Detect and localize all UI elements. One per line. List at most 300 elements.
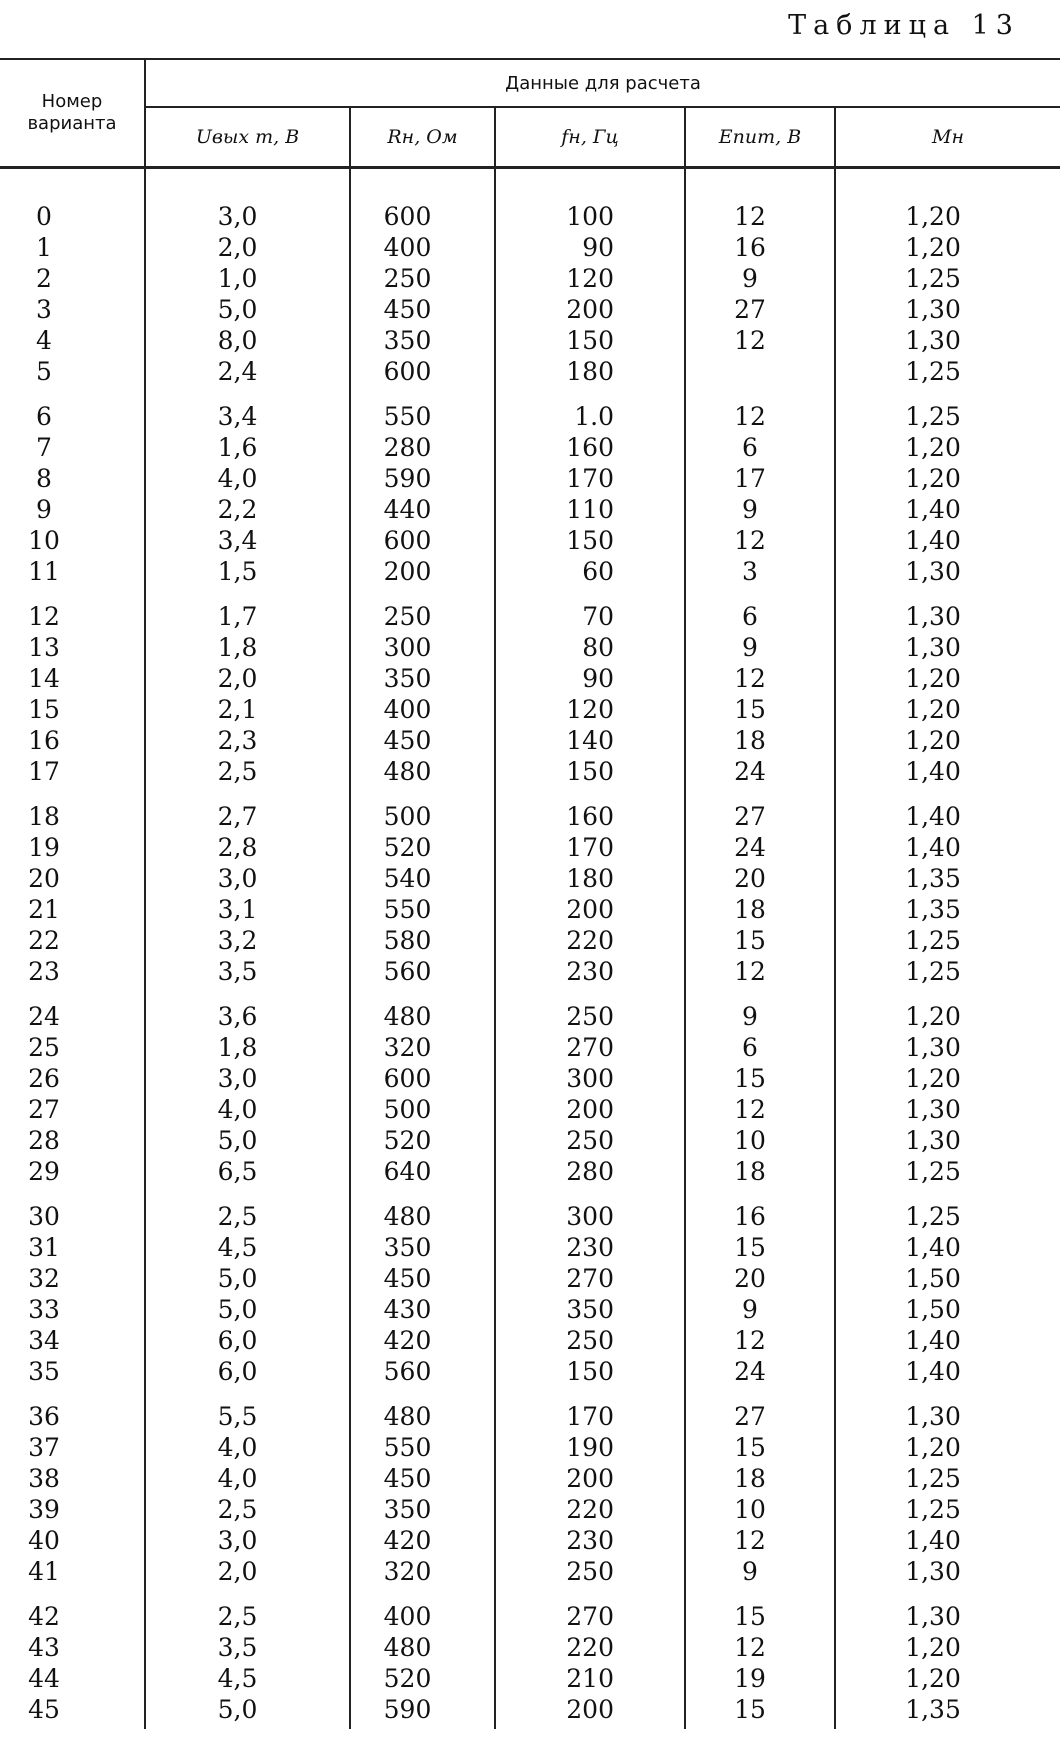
table-row bbox=[0, 1663, 1060, 1694]
cell-m-load: 1,40 bbox=[835, 832, 1060, 863]
cell-u-out: 2,3 bbox=[145, 725, 350, 756]
cell-variant: 35 bbox=[28, 1357, 60, 1386]
table-header bbox=[0, 59, 1060, 168]
cell-e-supply: 9 bbox=[685, 1294, 835, 1325]
cell-e-supply: 12 bbox=[685, 1525, 835, 1556]
column-header-m-load: Mн bbox=[835, 107, 1060, 168]
cell-u-out: 3,4 bbox=[145, 525, 350, 556]
cell-r-load: 540 bbox=[350, 863, 495, 894]
cell-u-out: 2,0 bbox=[145, 1556, 350, 1587]
column-header-r-load: Rн, Ом bbox=[350, 107, 495, 168]
cell-f-load: 1.0 bbox=[495, 387, 685, 432]
cell-u-out: 3,5 bbox=[145, 1632, 350, 1663]
cell-e-supply: 10 bbox=[685, 1125, 835, 1156]
cell-e-supply: 20 bbox=[685, 1263, 835, 1294]
cell-r-load: 430 bbox=[350, 1294, 495, 1325]
table-row bbox=[0, 556, 1060, 587]
cell-variant: 13 bbox=[28, 633, 60, 662]
cell-r-load: 350 bbox=[350, 1232, 495, 1263]
cell-u-out: 8,0 bbox=[145, 325, 350, 356]
cell-r-load: 300 bbox=[350, 632, 495, 663]
cell-u-out: 5,0 bbox=[145, 294, 350, 325]
table-body bbox=[0, 168, 1060, 1730]
cell-e-supply: 24 bbox=[685, 1356, 835, 1387]
table-row bbox=[0, 1187, 1060, 1232]
table-row bbox=[0, 325, 1060, 356]
cell-r-load: 520 bbox=[350, 1663, 495, 1694]
cell-u-out: 3,0 bbox=[145, 863, 350, 894]
cell-m-load: 1,25 bbox=[835, 1463, 1060, 1494]
cell-f-load: 230 bbox=[495, 1232, 685, 1263]
cell-f-load: 80 bbox=[495, 632, 685, 663]
cell-m-load: 1,20 bbox=[835, 987, 1060, 1032]
table-row bbox=[0, 1463, 1060, 1494]
cell-e-supply: 18 bbox=[685, 725, 835, 756]
table-row bbox=[0, 663, 1060, 694]
cell-r-load: 320 bbox=[350, 1556, 495, 1587]
table-row bbox=[0, 1094, 1060, 1125]
cell-r-load: 480 bbox=[350, 1187, 495, 1232]
cell-m-load: 1,40 bbox=[835, 494, 1060, 525]
cell-f-load: 300 bbox=[495, 1187, 685, 1232]
cell-f-load: 150 bbox=[495, 1356, 685, 1387]
cell-e-supply: 9 bbox=[685, 1556, 835, 1587]
cell-m-load: 1,30 bbox=[835, 1556, 1060, 1587]
cell-u-out: 6,5 bbox=[145, 1156, 350, 1187]
table-row bbox=[0, 832, 1060, 863]
cell-e-supply: 17 bbox=[685, 463, 835, 494]
table-row bbox=[0, 263, 1060, 294]
cell-variant: 41 bbox=[28, 1557, 60, 1586]
cell-r-load: 280 bbox=[350, 432, 495, 463]
cell-u-out: 1,7 bbox=[145, 587, 350, 632]
cell-e-supply: 27 bbox=[685, 294, 835, 325]
cell-m-load: 1,30 bbox=[835, 1094, 1060, 1125]
table-row bbox=[0, 1125, 1060, 1156]
cell-u-out: 4,0 bbox=[145, 1094, 350, 1125]
group-header: Данные для расчета bbox=[145, 59, 1060, 107]
cell-variant: 21 bbox=[28, 895, 60, 924]
cell-r-load: 450 bbox=[350, 1463, 495, 1494]
cell-f-load: 350 bbox=[495, 1294, 685, 1325]
cell-e-supply: 6 bbox=[685, 587, 835, 632]
cell-f-load: 180 bbox=[495, 356, 685, 387]
cell-variant: 34 bbox=[28, 1326, 60, 1355]
cell-u-out: 4,5 bbox=[145, 1232, 350, 1263]
cell-variant: 30 bbox=[28, 1202, 60, 1231]
cell-r-load: 320 bbox=[350, 1032, 495, 1063]
cell-variant: 42 bbox=[28, 1602, 60, 1631]
cell-f-load: 120 bbox=[495, 263, 685, 294]
cell-f-load: 150 bbox=[495, 756, 685, 787]
cell-m-load: 1,30 bbox=[835, 325, 1060, 356]
cell-m-load: 1,20 bbox=[835, 168, 1060, 233]
table-row bbox=[0, 387, 1060, 432]
cell-u-out: 2,5 bbox=[145, 1187, 350, 1232]
cell-u-out: 2,0 bbox=[145, 663, 350, 694]
cell-variant: 1 bbox=[36, 233, 52, 262]
cell-u-out: 2,5 bbox=[145, 756, 350, 787]
table-row bbox=[0, 1156, 1060, 1187]
cell-r-load: 550 bbox=[350, 387, 495, 432]
cell-e-supply: 12 bbox=[685, 663, 835, 694]
cell-r-load: 350 bbox=[350, 325, 495, 356]
cell-e-supply: 18 bbox=[685, 894, 835, 925]
cell-variant: 6 bbox=[36, 402, 52, 431]
cell-variant: 24 bbox=[28, 1002, 60, 1031]
cell-r-load: 350 bbox=[350, 1494, 495, 1525]
cell-m-load: 1,30 bbox=[835, 1032, 1060, 1063]
cell-variant: 11 bbox=[28, 557, 60, 586]
table-row bbox=[0, 587, 1060, 632]
cell-f-load: 270 bbox=[495, 1263, 685, 1294]
cell-e-supply: 27 bbox=[685, 1387, 835, 1432]
table-row bbox=[0, 1325, 1060, 1356]
cell-variant: 37 bbox=[28, 1433, 60, 1462]
cell-e-supply: 16 bbox=[685, 1187, 835, 1232]
cell-m-load: 1,20 bbox=[835, 1663, 1060, 1694]
cell-e-supply: 18 bbox=[685, 1463, 835, 1494]
cell-m-load: 1,50 bbox=[835, 1294, 1060, 1325]
table-row bbox=[0, 1294, 1060, 1325]
cell-m-load: 1,25 bbox=[835, 925, 1060, 956]
cell-r-load: 550 bbox=[350, 894, 495, 925]
table-row bbox=[0, 432, 1060, 463]
cell-variant: 2 bbox=[36, 264, 52, 293]
cell-e-supply: 15 bbox=[685, 1432, 835, 1463]
cell-u-out: 2,1 bbox=[145, 694, 350, 725]
cell-u-out: 3,0 bbox=[145, 168, 350, 233]
cell-u-out: 3,5 bbox=[145, 956, 350, 987]
cell-variant: 23 bbox=[28, 957, 60, 986]
cell-f-load: 270 bbox=[495, 1032, 685, 1063]
cell-f-load: 280 bbox=[495, 1156, 685, 1187]
cell-u-out: 1,8 bbox=[145, 632, 350, 663]
table-title: Таблица 13 bbox=[788, 10, 1020, 41]
cell-r-load: 590 bbox=[350, 1694, 495, 1729]
cell-e-supply: 12 bbox=[685, 956, 835, 987]
column-header-f-load: fн, Гц bbox=[495, 107, 685, 168]
cell-u-out: 6,0 bbox=[145, 1356, 350, 1387]
cell-r-load: 450 bbox=[350, 294, 495, 325]
variant-header: Номер варианта bbox=[0, 59, 145, 168]
cell-variant: 28 bbox=[28, 1126, 60, 1155]
cell-e-supply: 24 bbox=[685, 832, 835, 863]
cell-r-load: 480 bbox=[350, 756, 495, 787]
cell-f-load: 150 bbox=[495, 525, 685, 556]
cell-variant: 0 bbox=[36, 202, 52, 231]
cell-f-load: 170 bbox=[495, 832, 685, 863]
cell-m-load: 1,20 bbox=[835, 663, 1060, 694]
table-row bbox=[0, 956, 1060, 987]
table-row bbox=[0, 294, 1060, 325]
cell-e-supply: 15 bbox=[685, 1232, 835, 1263]
cell-r-load: 250 bbox=[350, 263, 495, 294]
cell-f-load: 250 bbox=[495, 1556, 685, 1587]
table-row bbox=[0, 463, 1060, 494]
cell-r-load: 200 bbox=[350, 556, 495, 587]
table-row bbox=[0, 787, 1060, 832]
cell-m-load: 1,20 bbox=[835, 694, 1060, 725]
cell-u-out: 3,4 bbox=[145, 387, 350, 432]
cell-f-load: 270 bbox=[495, 1587, 685, 1632]
cell-u-out: 3,0 bbox=[145, 1063, 350, 1094]
cell-e-supply: 18 bbox=[685, 1156, 835, 1187]
cell-m-load: 1,40 bbox=[835, 787, 1060, 832]
cell-m-load: 1,20 bbox=[835, 432, 1060, 463]
cell-f-load: 160 bbox=[495, 432, 685, 463]
cell-f-load: 200 bbox=[495, 1463, 685, 1494]
data-table bbox=[0, 58, 1060, 1729]
column-header-u-out: Uвых m, В bbox=[145, 107, 350, 168]
cell-variant: 22 bbox=[28, 926, 60, 955]
cell-e-supply: 27 bbox=[685, 787, 835, 832]
cell-r-load: 520 bbox=[350, 832, 495, 863]
cell-f-load: 110 bbox=[495, 494, 685, 525]
cell-f-load: 230 bbox=[495, 1525, 685, 1556]
cell-e-supply: 9 bbox=[685, 632, 835, 663]
cell-e-supply: 15 bbox=[685, 1694, 835, 1729]
cell-r-load: 400 bbox=[350, 694, 495, 725]
cell-variant: 10 bbox=[28, 526, 60, 555]
cell-f-load: 170 bbox=[495, 463, 685, 494]
cell-m-load: 1,20 bbox=[835, 463, 1060, 494]
cell-u-out: 4,0 bbox=[145, 1432, 350, 1463]
cell-u-out: 2,7 bbox=[145, 787, 350, 832]
cell-variant: 31 bbox=[28, 1233, 60, 1262]
cell-r-load: 600 bbox=[350, 525, 495, 556]
cell-r-load: 400 bbox=[350, 232, 495, 263]
cell-m-load: 1,40 bbox=[835, 1325, 1060, 1356]
cell-r-load: 480 bbox=[350, 1632, 495, 1663]
cell-f-load: 220 bbox=[495, 925, 685, 956]
cell-m-load: 1,25 bbox=[835, 263, 1060, 294]
cell-e-supply: 9 bbox=[685, 263, 835, 294]
cell-f-load: 300 bbox=[495, 1063, 685, 1094]
cell-m-load: 1,35 bbox=[835, 863, 1060, 894]
cell-e-supply: 12 bbox=[685, 1094, 835, 1125]
cell-u-out: 3,1 bbox=[145, 894, 350, 925]
cell-m-load: 1,30 bbox=[835, 587, 1060, 632]
cell-u-out: 2,0 bbox=[145, 232, 350, 263]
cell-variant: 39 bbox=[28, 1495, 60, 1524]
cell-f-load: 250 bbox=[495, 1125, 685, 1156]
cell-f-load: 200 bbox=[495, 1094, 685, 1125]
cell-m-load: 1,50 bbox=[835, 1263, 1060, 1294]
cell-f-load: 70 bbox=[495, 587, 685, 632]
cell-variant: 7 bbox=[36, 433, 52, 462]
table-row bbox=[0, 863, 1060, 894]
cell-e-supply: 16 bbox=[685, 232, 835, 263]
cell-m-load: 1,30 bbox=[835, 556, 1060, 587]
cell-f-load: 150 bbox=[495, 325, 685, 356]
cell-r-load: 450 bbox=[350, 1263, 495, 1294]
cell-u-out: 1,8 bbox=[145, 1032, 350, 1063]
cell-r-load: 640 bbox=[350, 1156, 495, 1187]
cell-f-load: 170 bbox=[495, 1387, 685, 1432]
cell-variant: 20 bbox=[28, 864, 60, 893]
cell-f-load: 230 bbox=[495, 956, 685, 987]
cell-variant: 8 bbox=[36, 464, 52, 493]
cell-r-load: 420 bbox=[350, 1525, 495, 1556]
cell-variant: 33 bbox=[28, 1295, 60, 1324]
cell-r-load: 420 bbox=[350, 1325, 495, 1356]
cell-f-load: 250 bbox=[495, 987, 685, 1032]
cell-e-supply: 10 bbox=[685, 1494, 835, 1525]
cell-r-load: 600 bbox=[350, 1063, 495, 1094]
cell-variant: 15 bbox=[28, 695, 60, 724]
table-row bbox=[0, 494, 1060, 525]
cell-m-load: 1,25 bbox=[835, 356, 1060, 387]
cell-e-supply: 24 bbox=[685, 756, 835, 787]
cell-r-load: 560 bbox=[350, 956, 495, 987]
cell-variant: 12 bbox=[28, 602, 60, 631]
cell-u-out: 5,0 bbox=[145, 1294, 350, 1325]
table-row bbox=[0, 356, 1060, 387]
cell-e-supply: 20 bbox=[685, 863, 835, 894]
cell-variant: 43 bbox=[28, 1633, 60, 1662]
cell-variant: 4 bbox=[36, 326, 52, 355]
table-row bbox=[0, 1556, 1060, 1587]
cell-m-load: 1,20 bbox=[835, 1063, 1060, 1094]
cell-f-load: 190 bbox=[495, 1432, 685, 1463]
cell-m-load: 1,40 bbox=[835, 1356, 1060, 1387]
table-row bbox=[0, 894, 1060, 925]
cell-f-load: 120 bbox=[495, 694, 685, 725]
cell-f-load: 90 bbox=[495, 663, 685, 694]
cell-m-load: 1,40 bbox=[835, 1232, 1060, 1263]
cell-f-load: 220 bbox=[495, 1632, 685, 1663]
cell-u-out: 1,5 bbox=[145, 556, 350, 587]
cell-u-out: 3,0 bbox=[145, 1525, 350, 1556]
cell-f-load: 210 bbox=[495, 1663, 685, 1694]
cell-m-load: 1,40 bbox=[835, 756, 1060, 787]
table-row bbox=[0, 1387, 1060, 1432]
cell-r-load: 350 bbox=[350, 663, 495, 694]
cell-u-out: 2,2 bbox=[145, 494, 350, 525]
cell-u-out: 6,0 bbox=[145, 1325, 350, 1356]
cell-u-out: 4,0 bbox=[145, 463, 350, 494]
cell-r-load: 500 bbox=[350, 1094, 495, 1125]
cell-m-load: 1,20 bbox=[835, 232, 1060, 263]
cell-u-out: 2,5 bbox=[145, 1494, 350, 1525]
cell-r-load: 550 bbox=[350, 1432, 495, 1463]
cell-e-supply: 15 bbox=[685, 925, 835, 956]
cell-e-supply: 9 bbox=[685, 987, 835, 1032]
table-row bbox=[0, 1263, 1060, 1294]
cell-variant: 18 bbox=[28, 802, 60, 831]
cell-r-load: 480 bbox=[350, 1387, 495, 1432]
cell-variant: 5 bbox=[36, 357, 52, 386]
cell-f-load: 200 bbox=[495, 894, 685, 925]
cell-variant: 40 bbox=[28, 1526, 60, 1555]
cell-variant: 32 bbox=[28, 1264, 60, 1293]
table-row bbox=[0, 1356, 1060, 1387]
cell-variant: 27 bbox=[28, 1095, 60, 1124]
cell-m-load: 1,35 bbox=[835, 894, 1060, 925]
cell-u-out: 4,0 bbox=[145, 1463, 350, 1494]
cell-m-load: 1,20 bbox=[835, 1632, 1060, 1663]
cell-e-supply: 12 bbox=[685, 525, 835, 556]
cell-r-load: 600 bbox=[350, 356, 495, 387]
cell-r-load: 600 bbox=[350, 168, 495, 233]
cell-variant: 14 bbox=[28, 664, 60, 693]
cell-m-load: 1,30 bbox=[835, 1125, 1060, 1156]
cell-e-supply: 6 bbox=[685, 432, 835, 463]
cell-f-load: 140 bbox=[495, 725, 685, 756]
table-row bbox=[0, 1232, 1060, 1263]
table-row bbox=[0, 525, 1060, 556]
cell-r-load: 480 bbox=[350, 987, 495, 1032]
cell-f-load: 200 bbox=[495, 294, 685, 325]
table-row bbox=[0, 1432, 1060, 1463]
table-row bbox=[0, 756, 1060, 787]
cell-f-load: 90 bbox=[495, 232, 685, 263]
cell-r-load: 500 bbox=[350, 787, 495, 832]
cell-variant: 19 bbox=[28, 833, 60, 862]
cell-u-out: 2,4 bbox=[145, 356, 350, 387]
cell-u-out: 5,0 bbox=[145, 1694, 350, 1729]
cell-e-supply: 6 bbox=[685, 1032, 835, 1063]
cell-variant: 44 bbox=[28, 1664, 60, 1693]
table-row bbox=[0, 632, 1060, 663]
table-row bbox=[0, 925, 1060, 956]
cell-e-supply: 12 bbox=[685, 1632, 835, 1663]
table-row bbox=[0, 1587, 1060, 1632]
table-row bbox=[0, 168, 1060, 233]
cell-u-out: 5,0 bbox=[145, 1263, 350, 1294]
table-row bbox=[0, 232, 1060, 263]
cell-m-load: 1,25 bbox=[835, 1494, 1060, 1525]
cell-e-supply: 15 bbox=[685, 1063, 835, 1094]
cell-m-load: 1,30 bbox=[835, 294, 1060, 325]
cell-variant: 26 bbox=[28, 1064, 60, 1093]
cell-variant: 29 bbox=[28, 1157, 60, 1186]
cell-r-load: 520 bbox=[350, 1125, 495, 1156]
cell-r-load: 560 bbox=[350, 1356, 495, 1387]
cell-u-out: 5,0 bbox=[145, 1125, 350, 1156]
table-row bbox=[0, 1032, 1060, 1063]
cell-f-load: 220 bbox=[495, 1494, 685, 1525]
cell-m-load: 1,40 bbox=[835, 1525, 1060, 1556]
cell-m-load: 1,35 bbox=[835, 1694, 1060, 1729]
cell-f-load: 100 bbox=[495, 168, 685, 233]
cell-r-load: 590 bbox=[350, 463, 495, 494]
cell-variant: 25 bbox=[28, 1033, 60, 1062]
cell-e-supply bbox=[685, 356, 835, 387]
cell-u-out: 1,0 bbox=[145, 263, 350, 294]
cell-u-out: 2,5 bbox=[145, 1587, 350, 1632]
cell-e-supply: 19 bbox=[685, 1663, 835, 1694]
cell-e-supply: 12 bbox=[685, 387, 835, 432]
cell-f-load: 180 bbox=[495, 863, 685, 894]
cell-m-load: 1,20 bbox=[835, 1432, 1060, 1463]
cell-variant: 16 bbox=[28, 726, 60, 755]
table-row bbox=[0, 987, 1060, 1032]
cell-variant: 36 bbox=[28, 1402, 60, 1431]
cell-m-load: 1,30 bbox=[835, 1387, 1060, 1432]
cell-m-load: 1,30 bbox=[835, 1587, 1060, 1632]
cell-m-load: 1,40 bbox=[835, 525, 1060, 556]
table-row bbox=[0, 725, 1060, 756]
cell-m-load: 1,25 bbox=[835, 1156, 1060, 1187]
table-row bbox=[0, 694, 1060, 725]
cell-u-out: 3,6 bbox=[145, 987, 350, 1032]
cell-e-supply: 15 bbox=[685, 694, 835, 725]
cell-f-load: 250 bbox=[495, 1325, 685, 1356]
cell-variant: 3 bbox=[36, 295, 52, 324]
cell-r-load: 580 bbox=[350, 925, 495, 956]
